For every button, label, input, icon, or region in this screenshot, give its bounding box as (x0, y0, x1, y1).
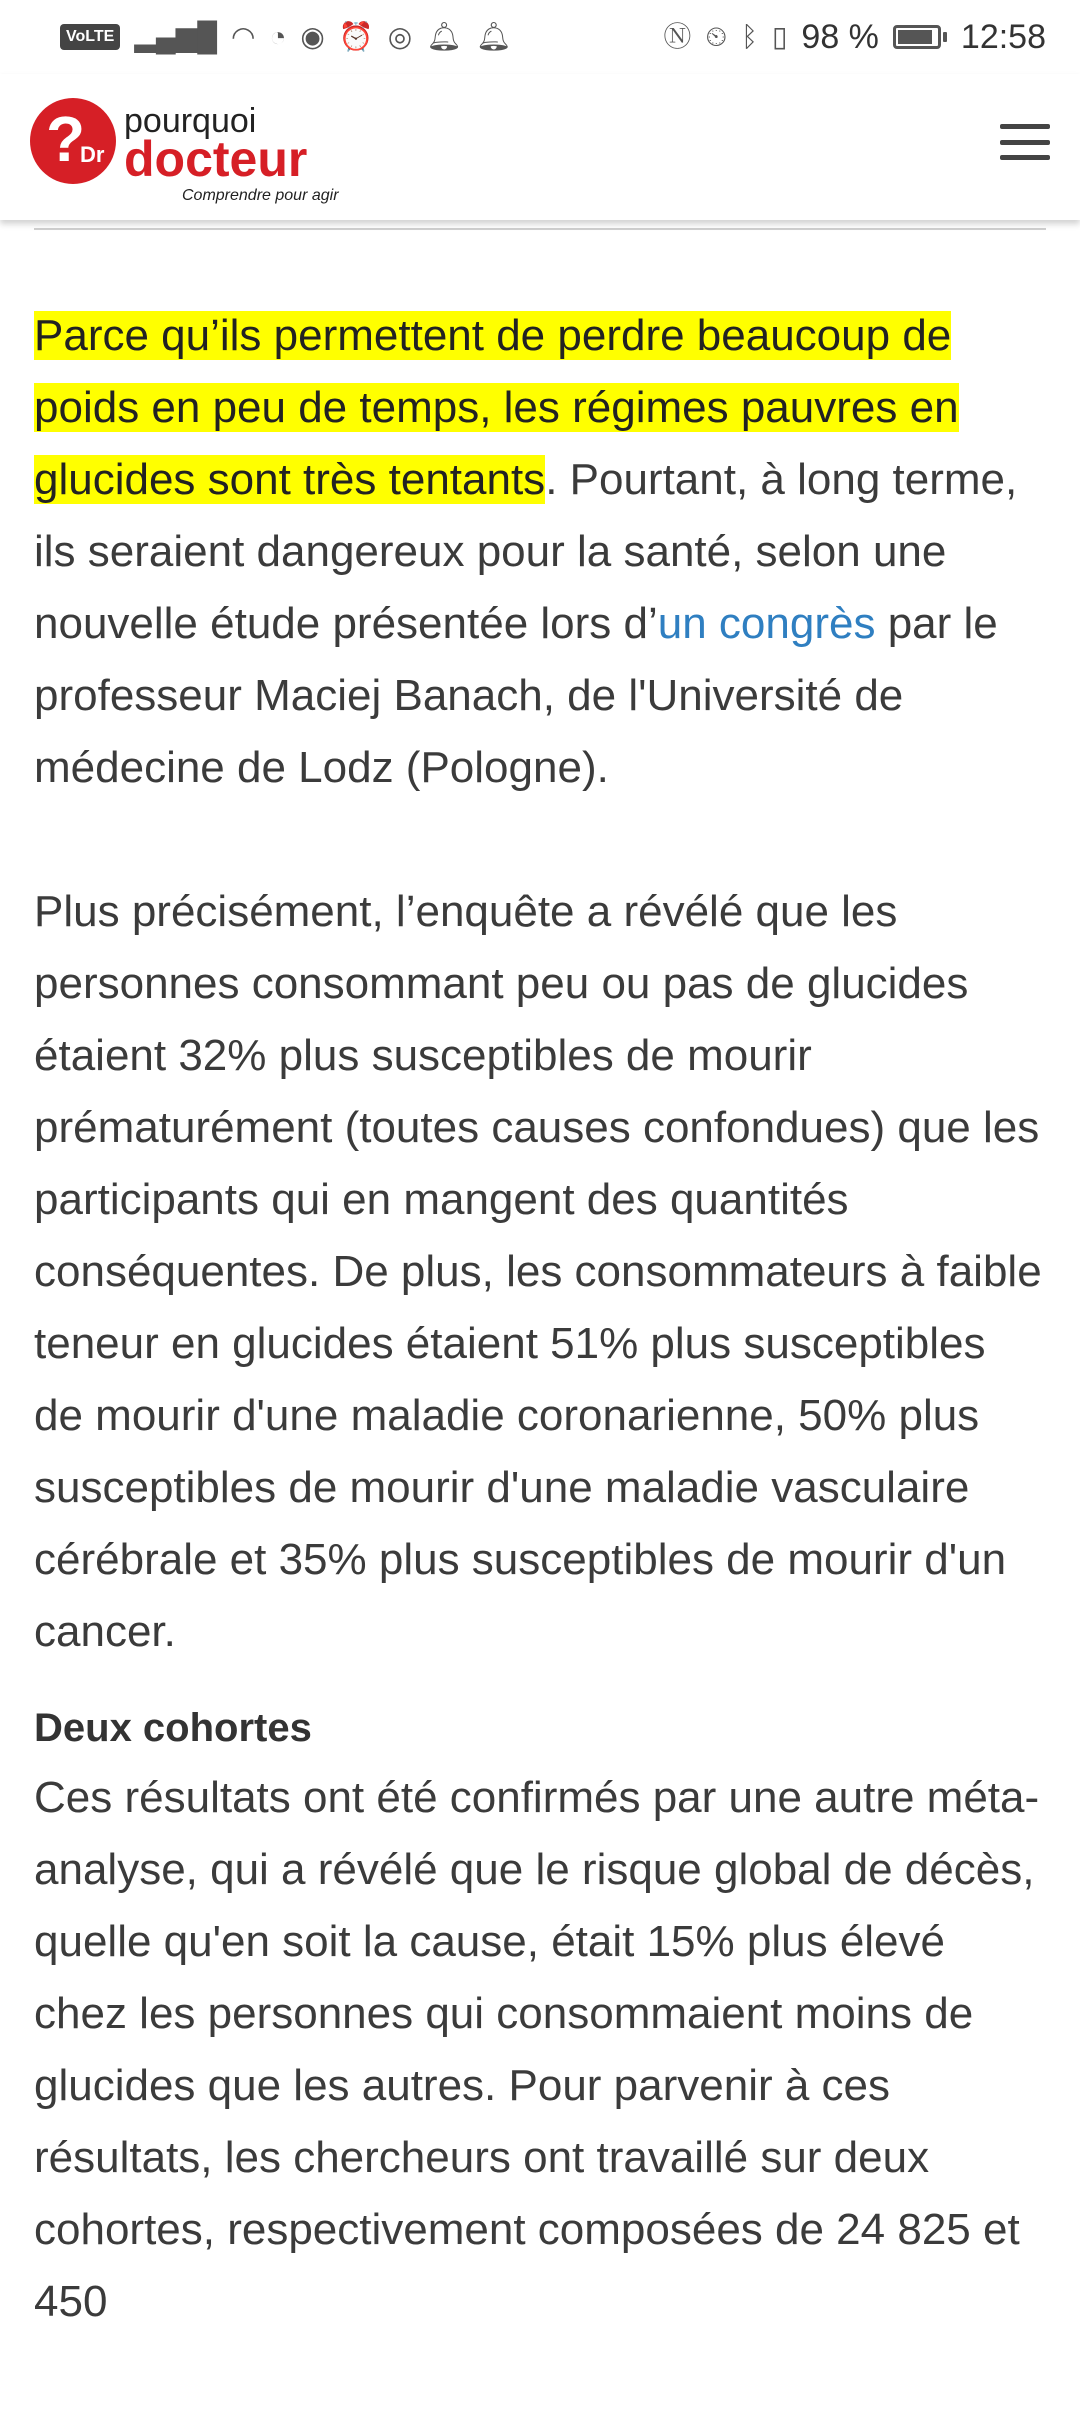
logo-tagline: Comprendre pour agir (182, 187, 339, 204)
logo-mark: ? Dr (30, 98, 116, 184)
vibrate-icon: ▯ (771, 21, 788, 52)
wifi-icon: ◠ (231, 21, 256, 52)
article-body (34, 300, 1046, 2410)
bell-icon: 🔔︎ (426, 21, 462, 52)
congress-link[interactable]: un congrès (657, 599, 876, 648)
chrome-icon: ◎ (387, 21, 413, 52)
bluetooth-icon: ᛒ (741, 21, 758, 52)
notification-icon: ⏰ (338, 21, 374, 52)
status-bar-right (663, 18, 1046, 57)
alarm-icon: ⏲ (705, 21, 728, 52)
site-header (0, 74, 1080, 220)
highlighted-text: Parce qu’ils permettent de perdre beaucoup de poids en peu de temps, les régimes pauvres en glucides sont très tentants (34, 311, 959, 504)
signal-icon: ▂▄▆█ (134, 21, 218, 52)
site-logo[interactable] (30, 98, 339, 204)
bell-icon: 🔔︎ (475, 21, 512, 52)
article-paragraph-3: Ces résultats ont été confirmés par une autre méta-analyse, qui a révélé que le risque global de décès, quelle qu'en soit la cause, était 15% plus élevé chez les personnes qui consommaient moins de glucides que les autres. Pour parvenir à ces résultats, les chercheurs ont travaillé sur deux cohortes, respectivement composées de 24 825 et 450 (34, 1773, 1040, 2326)
nfc-icon: Ⓝ (663, 21, 692, 52)
volte-badge: VoLTE (60, 24, 120, 50)
paragraph-text: . Pourtant, à long terme, ils seraient dangereux pour la santé, selon une nouvelle étude présentée lors d’ (34, 455, 1018, 648)
eye-icon: ◉ (300, 21, 325, 52)
data-saver-icon: ◔ (269, 21, 287, 52)
article-paragraph-1 (34, 300, 1046, 804)
battery-percent: 98 % (801, 17, 879, 56)
paragraph-text: par le professeur Maciej Banach, de l'Université de médecine de Lodz (Pologne). (34, 599, 998, 792)
article-paragraph-2: Plus précisément, l’enquête a révélé que les personnes consommant peu ou pas de glucides étaient 32% plus susceptibles de mourir prématurément (toutes causes confondues) que les participants qui en mangent des quantités conséquentes. De plus, les consommateurs à faible teneur en glucides étaient 51% plus susceptibles de mourir d'une maladie coronarienne, 50% plus susceptibles de mourir d'une maladie vasculaire cérébrale et 35% plus susceptibles de mourir d'un cancer. (34, 887, 1042, 1656)
logo-top-text: pourquoi (124, 102, 257, 140)
hamburger-menu-icon[interactable] (1000, 124, 1050, 160)
divider (34, 228, 1046, 230)
battery-icon (893, 25, 947, 49)
logo-main-text: docteur (124, 131, 308, 187)
section-heading: Deux cohortes (34, 1706, 312, 1750)
clock: 12:58 (960, 17, 1046, 56)
status-bar (0, 0, 1080, 74)
logo-wordmark (124, 98, 339, 204)
status-bar-left (60, 23, 511, 51)
